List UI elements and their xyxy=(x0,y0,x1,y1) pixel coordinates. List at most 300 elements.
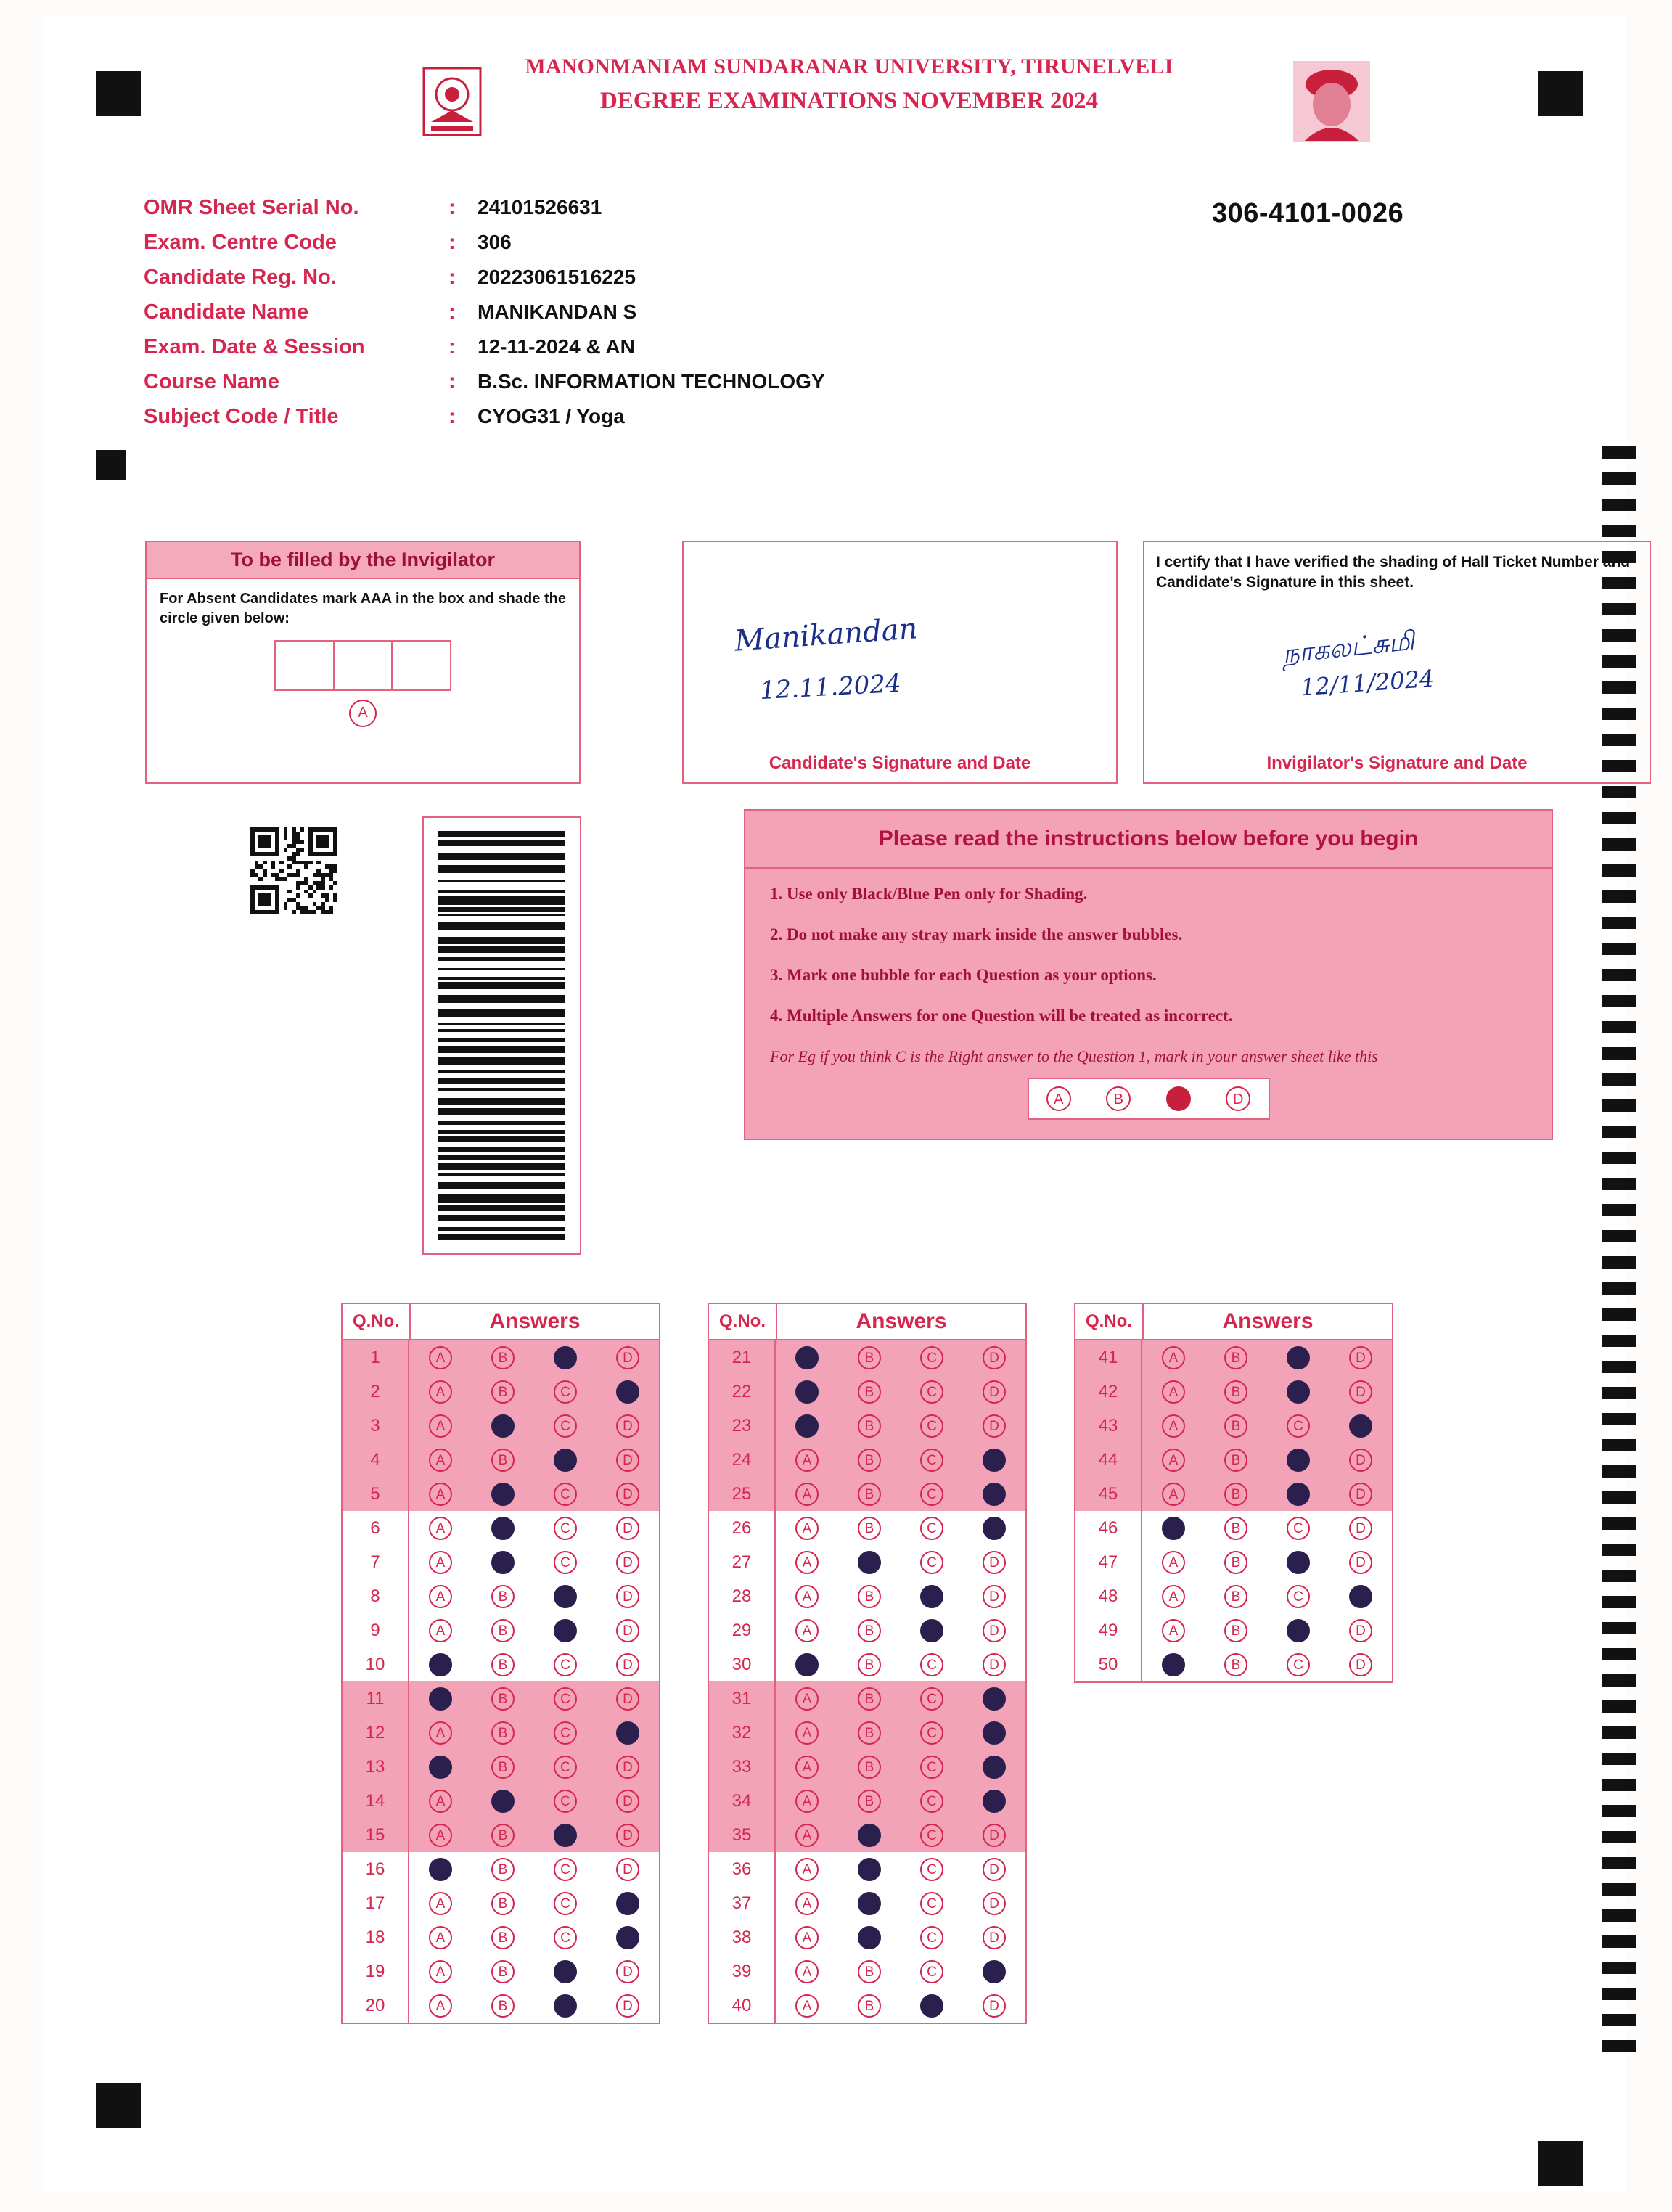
bubble-q16-c[interactable]: C xyxy=(554,1858,577,1881)
bubble-q38-c[interactable]: C xyxy=(920,1926,943,1949)
bubble-q46-b[interactable]: B xyxy=(1224,1517,1247,1540)
bubble-q44-b[interactable]: B xyxy=(1224,1449,1247,1472)
answer-row[interactable] xyxy=(709,1886,1025,1920)
bubble-q3-d[interactable]: D xyxy=(616,1414,639,1438)
bubble-group[interactable] xyxy=(1142,1517,1392,1540)
answer-row[interactable] xyxy=(709,1784,1025,1818)
bubble-q31-b[interactable]: B xyxy=(858,1687,881,1711)
bubble-q5-d[interactable]: D xyxy=(616,1483,639,1506)
bubble-q46-a[interactable] xyxy=(1162,1517,1185,1540)
bubble-q19-b[interactable]: B xyxy=(491,1960,515,1983)
bubble-q23-a[interactable] xyxy=(795,1414,819,1438)
answer-row[interactable] xyxy=(343,1613,659,1647)
bubble-q7-b[interactable] xyxy=(491,1551,515,1574)
bubble-q1-c[interactable] xyxy=(554,1346,577,1369)
answer-row[interactable] xyxy=(1075,1477,1392,1511)
bubble-q7-d[interactable]: D xyxy=(616,1551,639,1574)
bubble-q11-c[interactable]: C xyxy=(554,1687,577,1711)
answer-row[interactable] xyxy=(709,1716,1025,1750)
bubble-group[interactable] xyxy=(409,1858,659,1881)
bubble-q28-d[interactable]: D xyxy=(983,1585,1006,1608)
bubble-q19-c[interactable] xyxy=(554,1960,577,1983)
bubble-q47-c[interactable] xyxy=(1287,1551,1310,1574)
bubble-q30-d[interactable]: D xyxy=(983,1653,1006,1676)
bubble-q41-c[interactable] xyxy=(1287,1346,1310,1369)
bubble-q23-d[interactable]: D xyxy=(983,1414,1006,1438)
bubble-q11-a[interactable] xyxy=(429,1687,452,1711)
bubble-q8-b[interactable]: B xyxy=(491,1585,515,1608)
bubble-q21-c[interactable]: C xyxy=(920,1346,943,1369)
bubble-q35-c[interactable]: C xyxy=(920,1824,943,1847)
answer-row[interactable] xyxy=(709,1443,1025,1477)
bubble-q8-c[interactable] xyxy=(554,1585,577,1608)
bubble-q38-b[interactable] xyxy=(858,1926,881,1949)
bubble-q14-b[interactable] xyxy=(491,1790,515,1813)
bubble-group[interactable] xyxy=(409,1756,659,1779)
bubble-q29-c[interactable] xyxy=(920,1619,943,1642)
answer-row[interactable] xyxy=(709,1545,1025,1579)
bubble-q42-c[interactable] xyxy=(1287,1380,1310,1404)
bubble-q50-a[interactable] xyxy=(1162,1653,1185,1676)
bubble-q25-c[interactable]: C xyxy=(920,1483,943,1506)
answer-row[interactable] xyxy=(1075,1579,1392,1613)
bubble-q17-c[interactable]: C xyxy=(554,1892,577,1915)
bubble-q43-c[interactable]: C xyxy=(1287,1414,1310,1438)
bubble-q23-b[interactable]: B xyxy=(858,1414,881,1438)
answer-row[interactable] xyxy=(1075,1375,1392,1409)
bubble-group[interactable] xyxy=(776,1449,1025,1472)
answer-row[interactable] xyxy=(343,1443,659,1477)
bubble-q12-d[interactable] xyxy=(616,1721,639,1745)
answer-row[interactable] xyxy=(343,1784,659,1818)
bubble-q43-b[interactable]: B xyxy=(1224,1414,1247,1438)
answer-row[interactable] xyxy=(709,1818,1025,1852)
answer-row[interactable] xyxy=(709,1681,1025,1716)
bubble-group[interactable] xyxy=(409,1483,659,1506)
bubble-group[interactable] xyxy=(1142,1585,1392,1608)
bubble-q11-b[interactable]: B xyxy=(491,1687,515,1711)
bubble-q21-a[interactable] xyxy=(795,1346,819,1369)
bubble-q28-a[interactable]: A xyxy=(795,1585,819,1608)
bubble-q14-a[interactable]: A xyxy=(429,1790,452,1813)
bubble-q41-b[interactable]: B xyxy=(1224,1346,1247,1369)
bubble-q19-a[interactable]: A xyxy=(429,1960,452,1983)
bubble-q8-d[interactable]: D xyxy=(616,1585,639,1608)
bubble-q44-d[interactable]: D xyxy=(1349,1449,1372,1472)
bubble-q5-b[interactable] xyxy=(491,1483,515,1506)
bubble-group[interactable] xyxy=(409,1721,659,1745)
bubble-q21-b[interactable]: B xyxy=(858,1346,881,1369)
bubble-q15-c[interactable] xyxy=(554,1824,577,1847)
bubble-q37-a[interactable]: A xyxy=(795,1892,819,1915)
bubble-q15-b[interactable]: B xyxy=(491,1824,515,1847)
bubble-q34-a[interactable]: A xyxy=(795,1790,819,1813)
bubble-group[interactable] xyxy=(409,1960,659,1983)
bubble-q22-b[interactable]: B xyxy=(858,1380,881,1404)
answer-row[interactable] xyxy=(343,1818,659,1852)
bubble-q7-a[interactable]: A xyxy=(429,1551,452,1574)
bubble-q23-c[interactable]: C xyxy=(920,1414,943,1438)
bubble-q6-d[interactable]: D xyxy=(616,1517,639,1540)
bubble-q42-d[interactable]: D xyxy=(1349,1380,1372,1404)
bubble-q40-b[interactable]: B xyxy=(858,1994,881,2018)
bubble-q45-c[interactable] xyxy=(1287,1483,1310,1506)
bubble-q36-d[interactable]: D xyxy=(983,1858,1006,1881)
bubble-q40-a[interactable]: A xyxy=(795,1994,819,2018)
bubble-q24-d[interactable] xyxy=(983,1449,1006,1472)
bubble-q9-a[interactable]: A xyxy=(429,1619,452,1642)
bubble-q32-c[interactable]: C xyxy=(920,1721,943,1745)
bubble-q15-a[interactable]: A xyxy=(429,1824,452,1847)
bubble-q3-a[interactable]: A xyxy=(429,1414,452,1438)
answer-row[interactable] xyxy=(343,1716,659,1750)
bubble-q28-c[interactable] xyxy=(920,1585,943,1608)
bubble-q50-d[interactable]: D xyxy=(1349,1653,1372,1676)
bubble-q32-a[interactable]: A xyxy=(795,1721,819,1745)
answer-row[interactable] xyxy=(1075,1545,1392,1579)
bubble-q5-a[interactable]: A xyxy=(429,1483,452,1506)
answer-row[interactable] xyxy=(343,1375,659,1409)
answer-row[interactable] xyxy=(709,1477,1025,1511)
bubble-q26-d[interactable] xyxy=(983,1517,1006,1540)
bubble-q1-b[interactable]: B xyxy=(491,1346,515,1369)
bubble-q33-b[interactable]: B xyxy=(858,1756,881,1779)
bubble-q16-b[interactable]: B xyxy=(491,1858,515,1881)
bubble-q49-d[interactable]: D xyxy=(1349,1619,1372,1642)
bubble-q4-b[interactable]: B xyxy=(491,1449,515,1472)
answer-row[interactable] xyxy=(709,1340,1025,1375)
bubble-group[interactable] xyxy=(409,1414,659,1438)
answer-row[interactable] xyxy=(343,1409,659,1443)
answer-row[interactable] xyxy=(343,1545,659,1579)
answer-row[interactable] xyxy=(1075,1409,1392,1443)
bubble-q32-d[interactable] xyxy=(983,1721,1006,1745)
bubble-group[interactable] xyxy=(409,1653,659,1676)
bubble-q45-b[interactable]: B xyxy=(1224,1483,1247,1506)
bubble-group[interactable] xyxy=(776,1892,1025,1915)
bubble-q17-d[interactable] xyxy=(616,1892,639,1915)
bubble-group[interactable] xyxy=(409,1790,659,1813)
answer-row[interactable] xyxy=(343,1954,659,1988)
bubble-q15-d[interactable]: D xyxy=(616,1824,639,1847)
answer-row[interactable] xyxy=(343,1852,659,1886)
bubble-q2-a[interactable]: A xyxy=(429,1380,452,1404)
bubble-q34-c[interactable]: C xyxy=(920,1790,943,1813)
bubble-q9-b[interactable]: B xyxy=(491,1619,515,1642)
bubble-q14-d[interactable]: D xyxy=(616,1790,639,1813)
bubble-group[interactable] xyxy=(776,1926,1025,1949)
bubble-q3-c[interactable]: C xyxy=(554,1414,577,1438)
bubble-q39-d[interactable] xyxy=(983,1960,1006,1983)
bubble-q48-b[interactable]: B xyxy=(1224,1585,1247,1608)
bubble-q50-b[interactable]: B xyxy=(1224,1653,1247,1676)
bubble-q13-d[interactable]: D xyxy=(616,1756,639,1779)
bubble-q33-c[interactable]: C xyxy=(920,1756,943,1779)
bubble-q28-b[interactable]: B xyxy=(858,1585,881,1608)
bubble-q21-d[interactable]: D xyxy=(983,1346,1006,1369)
bubble-q44-a[interactable]: A xyxy=(1162,1449,1185,1472)
bubble-q46-d[interactable]: D xyxy=(1349,1517,1372,1540)
bubble-q1-d[interactable]: D xyxy=(616,1346,639,1369)
bubble-q24-c[interactable]: C xyxy=(920,1449,943,1472)
bubble-group[interactable] xyxy=(1142,1414,1392,1438)
bubble-q11-d[interactable]: D xyxy=(616,1687,639,1711)
bubble-q18-b[interactable]: B xyxy=(491,1926,515,1949)
answer-grid-column-3[interactable] xyxy=(1074,1303,1393,1683)
bubble-q22-a[interactable] xyxy=(795,1380,819,1404)
bubble-q16-d[interactable]: D xyxy=(616,1858,639,1881)
bubble-q8-a[interactable]: A xyxy=(429,1585,452,1608)
bubble-q40-c[interactable] xyxy=(920,1994,943,2018)
bubble-q33-a[interactable]: A xyxy=(795,1756,819,1779)
answer-row[interactable] xyxy=(343,1886,659,1920)
bubble-group[interactable] xyxy=(776,1687,1025,1711)
answer-row[interactable] xyxy=(709,1750,1025,1784)
bubble-q43-d[interactable] xyxy=(1349,1414,1372,1438)
bubble-q24-a[interactable]: A xyxy=(795,1449,819,1472)
bubble-group[interactable] xyxy=(1142,1346,1392,1369)
bubble-q48-d[interactable] xyxy=(1349,1585,1372,1608)
bubble-group[interactable] xyxy=(409,1517,659,1540)
bubble-group[interactable] xyxy=(776,1824,1025,1847)
bubble-q20-c[interactable] xyxy=(554,1994,577,2018)
bubble-q18-c[interactable]: C xyxy=(554,1926,577,1949)
bubble-q37-d[interactable]: D xyxy=(983,1892,1006,1915)
bubble-q27-c[interactable]: C xyxy=(920,1551,943,1574)
bubble-q20-b[interactable]: B xyxy=(491,1994,515,2018)
bubble-q30-b[interactable]: B xyxy=(858,1653,881,1676)
bubble-q2-c[interactable]: C xyxy=(554,1380,577,1404)
bubble-q4-d[interactable]: D xyxy=(616,1449,639,1472)
bubble-q12-c[interactable]: C xyxy=(554,1721,577,1745)
answer-row[interactable] xyxy=(1075,1647,1392,1681)
bubble-q42-a[interactable]: A xyxy=(1162,1380,1185,1404)
bubble-group[interactable] xyxy=(1142,1619,1392,1642)
bubble-group[interactable] xyxy=(1142,1551,1392,1574)
absent-bubble[interactable]: A xyxy=(349,700,377,727)
bubble-q36-b[interactable] xyxy=(858,1858,881,1881)
bubble-group[interactable] xyxy=(409,1926,659,1949)
bubble-q39-c[interactable]: C xyxy=(920,1960,943,1983)
bubble-q25-d[interactable] xyxy=(983,1483,1006,1506)
bubble-group[interactable] xyxy=(776,1721,1025,1745)
answer-row[interactable] xyxy=(709,1954,1025,1988)
bubble-q6-b[interactable] xyxy=(491,1517,515,1540)
bubble-q47-a[interactable]: A xyxy=(1162,1551,1185,1574)
bubble-q2-d[interactable] xyxy=(616,1380,639,1404)
bubble-group[interactable] xyxy=(776,1585,1025,1608)
invigilator-signature-box[interactable] xyxy=(1143,541,1651,784)
bubble-group[interactable] xyxy=(776,1960,1025,1983)
bubble-q27-b[interactable] xyxy=(858,1551,881,1574)
bubble-q18-a[interactable]: A xyxy=(429,1926,452,1949)
bubble-q16-a[interactable] xyxy=(429,1858,452,1881)
bubble-group[interactable] xyxy=(776,1858,1025,1881)
bubble-q38-a[interactable]: A xyxy=(795,1926,819,1949)
answer-row[interactable] xyxy=(343,1511,659,1545)
bubble-group[interactable] xyxy=(776,1414,1025,1438)
bubble-q34-b[interactable]: B xyxy=(858,1790,881,1813)
bubble-group[interactable] xyxy=(776,1551,1025,1574)
bubble-group[interactable] xyxy=(776,1483,1025,1506)
candidate-signature-box[interactable] xyxy=(682,541,1118,784)
answer-row[interactable] xyxy=(709,1409,1025,1443)
bubble-q38-d[interactable]: D xyxy=(983,1926,1006,1949)
bubble-q44-c[interactable] xyxy=(1287,1449,1310,1472)
bubble-q39-a[interactable]: A xyxy=(795,1960,819,1983)
bubble-q22-d[interactable]: D xyxy=(983,1380,1006,1404)
bubble-group[interactable] xyxy=(409,1687,659,1711)
bubble-q49-a[interactable]: A xyxy=(1162,1619,1185,1642)
bubble-q20-d[interactable]: D xyxy=(616,1994,639,2018)
bubble-q45-d[interactable]: D xyxy=(1349,1483,1372,1506)
bubble-group[interactable] xyxy=(409,1585,659,1608)
bubble-q34-d[interactable] xyxy=(983,1790,1006,1813)
bubble-q33-d[interactable] xyxy=(983,1756,1006,1779)
bubble-q9-d[interactable]: D xyxy=(616,1619,639,1642)
answer-row[interactable] xyxy=(343,1579,659,1613)
bubble-group[interactable] xyxy=(409,1619,659,1642)
bubble-group[interactable] xyxy=(776,1653,1025,1676)
bubble-q27-a[interactable]: A xyxy=(795,1551,819,1574)
bubble-q46-c[interactable]: C xyxy=(1287,1517,1310,1540)
bubble-q7-c[interactable]: C xyxy=(554,1551,577,1574)
bubble-q29-b[interactable]: B xyxy=(858,1619,881,1642)
bubble-q25-a[interactable]: A xyxy=(795,1483,819,1506)
answer-row[interactable] xyxy=(709,1920,1025,1954)
bubble-q26-c[interactable]: C xyxy=(920,1517,943,1540)
answer-row[interactable] xyxy=(709,1647,1025,1681)
answer-row[interactable] xyxy=(343,1750,659,1784)
bubble-q14-c[interactable]: C xyxy=(554,1790,577,1813)
answer-grid-column-2[interactable] xyxy=(708,1303,1027,2024)
bubble-q29-a[interactable]: A xyxy=(795,1619,819,1642)
absent-code-cell-1[interactable] xyxy=(276,642,335,689)
bubble-group[interactable] xyxy=(776,1994,1025,2018)
bubble-q6-a[interactable]: A xyxy=(429,1517,452,1540)
bubble-q31-a[interactable]: A xyxy=(795,1687,819,1711)
answer-row[interactable] xyxy=(709,1852,1025,1886)
bubble-q20-a[interactable]: A xyxy=(429,1994,452,2018)
bubble-q10-d[interactable]: D xyxy=(616,1653,639,1676)
bubble-q5-c[interactable]: C xyxy=(554,1483,577,1506)
answer-row[interactable] xyxy=(343,1681,659,1716)
bubble-q48-a[interactable]: A xyxy=(1162,1585,1185,1608)
bubble-q36-a[interactable]: A xyxy=(795,1858,819,1881)
bubble-q27-d[interactable]: D xyxy=(983,1551,1006,1574)
answer-row[interactable] xyxy=(1075,1613,1392,1647)
bubble-q19-d[interactable]: D xyxy=(616,1960,639,1983)
bubble-q41-d[interactable]: D xyxy=(1349,1346,1372,1369)
bubble-q1-a[interactable]: A xyxy=(429,1346,452,1369)
bubble-q13-b[interactable]: B xyxy=(491,1756,515,1779)
bubble-q42-b[interactable]: B xyxy=(1224,1380,1247,1404)
bubble-q31-d[interactable] xyxy=(983,1687,1006,1711)
bubble-q35-d[interactable]: D xyxy=(983,1824,1006,1847)
bubble-q18-d[interactable] xyxy=(616,1926,639,1949)
bubble-group[interactable] xyxy=(776,1619,1025,1642)
bubble-q49-b[interactable]: B xyxy=(1224,1619,1247,1642)
bubble-group[interactable] xyxy=(776,1517,1025,1540)
bubble-q29-d[interactable]: D xyxy=(983,1619,1006,1642)
bubble-q17-a[interactable]: A xyxy=(429,1892,452,1915)
bubble-q17-b[interactable]: B xyxy=(491,1892,515,1915)
answer-row[interactable] xyxy=(709,1375,1025,1409)
bubble-q26-b[interactable]: B xyxy=(858,1517,881,1540)
bubble-q13-a[interactable] xyxy=(429,1756,452,1779)
answer-grid-column-1[interactable] xyxy=(341,1303,660,2024)
bubble-q26-a[interactable]: A xyxy=(795,1517,819,1540)
bubble-group[interactable] xyxy=(409,1380,659,1404)
bubble-group[interactable] xyxy=(409,1551,659,1574)
bubble-group[interactable] xyxy=(776,1756,1025,1779)
bubble-group[interactable] xyxy=(1142,1380,1392,1404)
bubble-q2-b[interactable]: B xyxy=(491,1380,515,1404)
bubble-q36-c[interactable]: C xyxy=(920,1858,943,1881)
bubble-q49-c[interactable] xyxy=(1287,1619,1310,1642)
bubble-group[interactable] xyxy=(409,1892,659,1915)
bubble-group[interactable] xyxy=(409,1994,659,2018)
bubble-group[interactable] xyxy=(1142,1449,1392,1472)
answer-row[interactable] xyxy=(1075,1443,1392,1477)
bubble-q30-a[interactable] xyxy=(795,1653,819,1676)
answer-row[interactable] xyxy=(1075,1340,1392,1375)
bubble-group[interactable] xyxy=(409,1824,659,1847)
bubble-q39-b[interactable]: B xyxy=(858,1960,881,1983)
answer-row[interactable] xyxy=(709,1579,1025,1613)
answer-row[interactable] xyxy=(1075,1511,1392,1545)
answer-row[interactable] xyxy=(709,1988,1025,2023)
bubble-q3-b[interactable] xyxy=(491,1414,515,1438)
bubble-q48-c[interactable]: C xyxy=(1287,1585,1310,1608)
bubble-q25-b[interactable]: B xyxy=(858,1483,881,1506)
bubble-q41-a[interactable]: A xyxy=(1162,1346,1185,1369)
bubble-q12-b[interactable]: B xyxy=(491,1721,515,1745)
absent-code-cell-2[interactable] xyxy=(335,642,393,689)
bubble-q37-b[interactable] xyxy=(858,1892,881,1915)
bubble-group[interactable] xyxy=(776,1790,1025,1813)
bubble-q40-d[interactable]: D xyxy=(983,1994,1006,2018)
bubble-group[interactable] xyxy=(409,1346,659,1369)
bubble-q10-a[interactable] xyxy=(429,1653,452,1676)
answer-row[interactable] xyxy=(343,1477,659,1511)
answer-row[interactable] xyxy=(709,1613,1025,1647)
bubble-q47-b[interactable]: B xyxy=(1224,1551,1247,1574)
bubble-q13-c[interactable]: C xyxy=(554,1756,577,1779)
bubble-q22-c[interactable]: C xyxy=(920,1380,943,1404)
bubble-group[interactable] xyxy=(409,1449,659,1472)
bubble-q30-c[interactable]: C xyxy=(920,1653,943,1676)
bubble-group[interactable] xyxy=(1142,1653,1392,1676)
absent-code-cell-3[interactable] xyxy=(393,642,450,689)
answer-row[interactable] xyxy=(343,1988,659,2023)
bubble-q4-c[interactable] xyxy=(554,1449,577,1472)
bubble-q45-a[interactable]: A xyxy=(1162,1483,1185,1506)
bubble-q12-a[interactable]: A xyxy=(429,1721,452,1745)
bubble-q9-c[interactable] xyxy=(554,1619,577,1642)
bubble-q32-b[interactable]: B xyxy=(858,1721,881,1745)
bubble-q47-d[interactable]: D xyxy=(1349,1551,1372,1574)
bubble-group[interactable] xyxy=(1142,1483,1392,1506)
bubble-q35-b[interactable] xyxy=(858,1824,881,1847)
bubble-group[interactable] xyxy=(776,1346,1025,1369)
answer-row[interactable] xyxy=(343,1920,659,1954)
bubble-q31-c[interactable]: C xyxy=(920,1687,943,1711)
bubble-q6-c[interactable]: C xyxy=(554,1517,577,1540)
bubble-q50-c[interactable]: C xyxy=(1287,1653,1310,1676)
bubble-q24-b[interactable]: B xyxy=(858,1449,881,1472)
bubble-q10-b[interactable]: B xyxy=(491,1653,515,1676)
